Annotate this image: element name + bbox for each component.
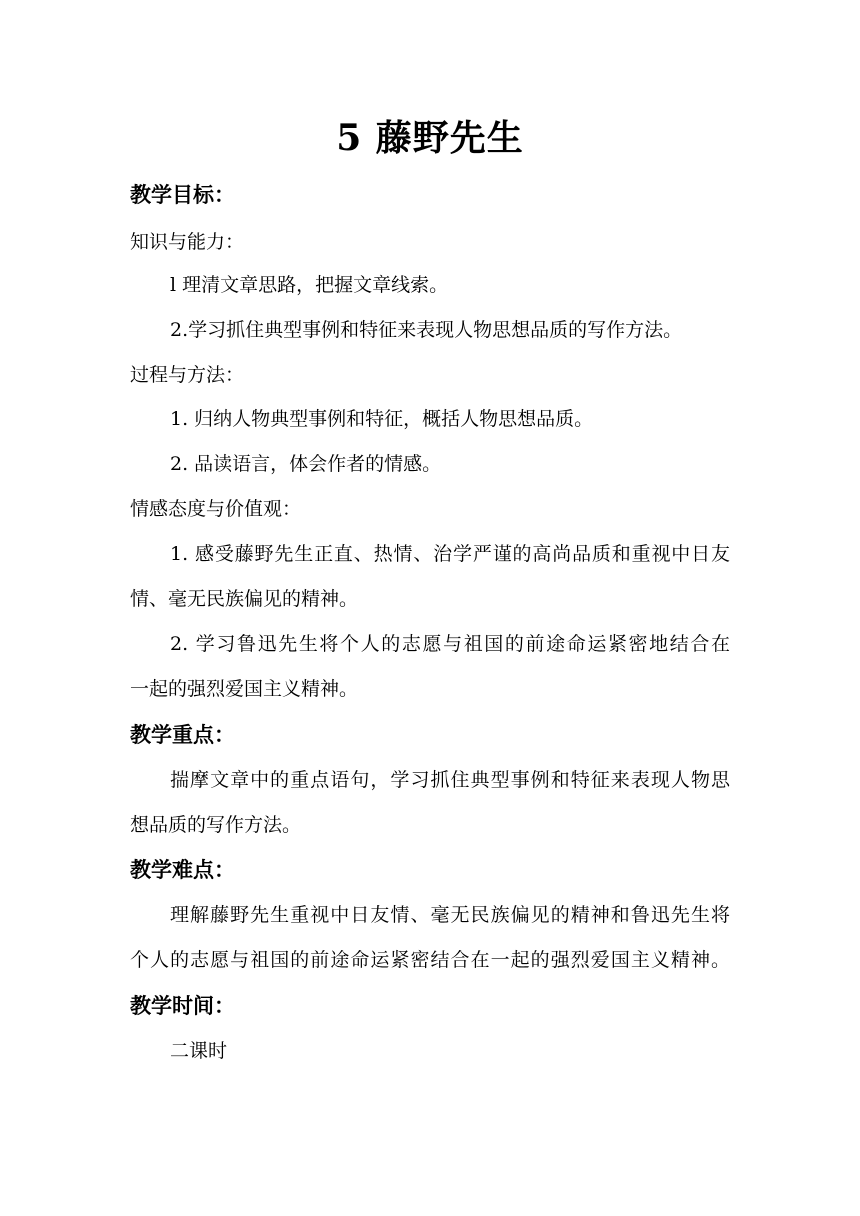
key-points-line-1: 揣摩文章中的重点语句，学习抓住典型事例和特征来表现人物思 (170, 769, 730, 791)
teaching-time-heading: 教学时间： (130, 993, 235, 1018)
difficult-points-line-1: 理解藤野先生重视中日友情、毫无民族偏见的精神和鲁迅先生将 (170, 904, 730, 926)
process-item-1: 1. 归纳人物典型事例和特征，概括人物思想品质。 (170, 408, 594, 430)
emotion-item-2-line-2: 一起的强烈爱国主义精神。 (130, 678, 359, 700)
document-title: 5 藤野先生 (336, 117, 524, 159)
key-points-heading: 教学重点： (130, 722, 235, 747)
process-heading: 过程与方法： (130, 364, 245, 386)
key-points-line-2: 想品质的写作方法。 (130, 814, 302, 836)
difficult-points-heading: 教学难点： (130, 857, 235, 882)
teaching-time-value: 二课时 (170, 1040, 228, 1062)
emotion-item-1-line-2: 情、毫无民族偏见的精神。 (130, 588, 359, 610)
emotion-item-2-line-1: 2. 学习鲁迅先生将个人的志愿与祖国的前途命运紧密地结合在 (170, 633, 730, 655)
emotion-item-1-line-1: 1. 感受藤野先生正直、热情、治学严谨的高尚品质和重视中日友 (170, 543, 730, 565)
objectives-heading: 教学目标： (130, 182, 235, 207)
process-item-2: 2. 品读语言，体会作者的情感。 (170, 453, 442, 475)
knowledge-item-2: 2.学习抓住典型事例和特征来表现人物思想品质的写作方法。 (170, 319, 683, 341)
difficult-points-line-2: 个人的志愿与祖国的前途命运紧密结合在一起的强烈爱国主义精神。 (130, 949, 730, 971)
emotion-heading: 情感态度与价值观： (130, 498, 302, 520)
knowledge-heading: 知识与能力： (130, 231, 245, 253)
knowledge-item-1: l 理清文章思路，把握文章线索。 (170, 274, 449, 296)
